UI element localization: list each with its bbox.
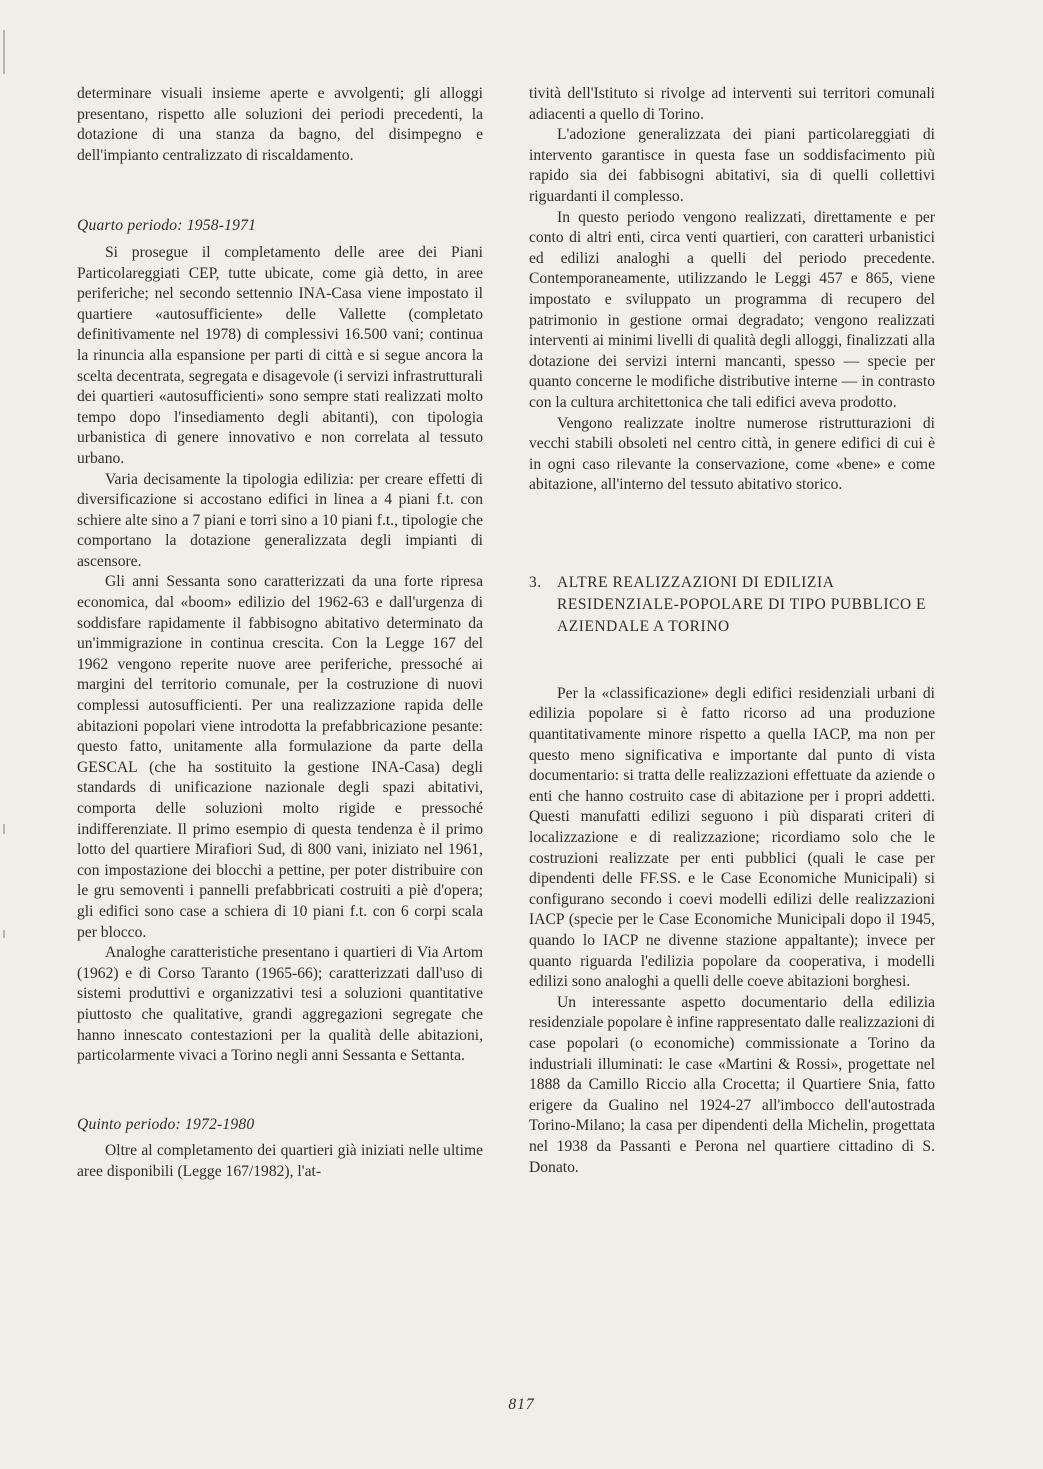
paragraph: Analoghe caratteristiche presentano i quartieri di Via Artom (1962) e di Corso Taranto (1965-66); caratterizzati dall'uso di sistemi produttivi e organizzativi tesi a soluzioni quantitative piuttosto che qualitative, grandi aggregazioni segregate che hanno innescato contestazioni per la qualità delle abitazioni, particolarmente vivaci a Torino negli anni Sessanta e Settanta. [77,944,483,1065]
paragraph: Si prosegue il completamento delle aree dei Piani Particolareggiati CEP, tutte ubicate, come già detto, in aree periferiche; nel secondo settennio INA-Casa viene impostato il quartiere «autosufficiente» delle Vallette (completato definitivamente nel 1978) di complessivi 16.500 vani; continua la rinuncia alla espansione per parti di città e si segue ancora la scelta decentrata, segregata e disagevole (i servizi infrastrutturali dei quartieri «autosufficienti» sono sempre stati realizzati molto tempo dopo l'insediamento degli abitanti), con tipologia urbanistica di genere innovativo e non correlata al tessuto urbano. [77,243,483,467]
paragraph: Varia decisamente la tipologia edilizia: per creare effetti di diversificazione si accostano edifici in linea a 4 piani f.t. con schiere alte sino a 7 piani e torri sino a 10 piani f.t., tipologie che comportano la dotazione generalizzata degli impianti di ascensore. [77,470,483,570]
right-column [529,84,935,1178]
paragraph: Un interessante aspetto documentario della edilizia residenziale popolare è infine rappresentato dalle realizzazioni di case popolari (o economiche) commissionate a Torino da industriali illuminati: le case «Martini & Rossi», progettate nel 1888 da Camillo Riccio alla Crocetta; il Quartiere Snia, fatto erigere da Gualino nel 1924-27 all'imbocco dell'autostrada Torino-Milano; la casa per dipendenti della Michelin, progettata nel 1938 da Passanti e Perona nel quartiere cittadino di S. Donato. [529,993,935,1176]
scan-edge-mark [3,30,5,74]
paragraph: Oltre al completamento dei quartieri già iniziati nelle ultime aree disponibili (Legge 167/1982), l'at- [77,1142,483,1180]
period-heading: Quinto periodo: 1972-1980 [77,1115,255,1133]
paragraph: Vengono realizzate inoltre numerose ristrutturazioni di vecchi stabili obsoleti nel centro città, in genere edifici di cui è in ogni caso rilevante la conservazione, come «bene» e come abitazione, all'interno del tessuto abitativo storico. [529,414,935,494]
section-heading [529,572,935,638]
paragraph: determinare visuali insieme aperte e avvolgenti; gli alloggi presentano, rispetto alle soluzioni dei periodi precedenti, la dotazione di una stanza da bagno, del disimpegno e dell'impianto centralizzato di riscaldamento. [77,85,483,164]
scan-edge-mark [3,930,5,938]
paragraph: Gli anni Sessanta sono caratterizzati da una forte ripresa economica, dal «boom» edilizio del 1962-63 e dall'urgenza di soddisfare rapidamente il fabbisogno abitativo determinato da un'immigrazione in continua crescita. Con la Legge 167 del 1962 vengono reperite nuove aree periferiche, pressoché ai margini del territorio comunale, per la costruzione di nuovi complessi autosufficienti. Per una realizzazione rapida delle abitazioni popolari viene introdotta la prefabbricazione pesante: questo fatto, unitamente alla formulazione da parte della GESCAL (che ha sostituito la gestione INA-Casa) degli standards di unificazione nazionale degli spazi abitativi, comporta delle soluzioni molto rigide e pressoché indifferenziate. Il primo esempio di questa tendenza è il primo lotto del quartiere Mirafiori Sud, di 800 vani, iniziato nel 1961, con impostazione dei blocchi a pettine, per poter distribuire con le gru semoventi i pannelli prefabbricati costruiti a piè d'opera; gli edifici sono case a schiera di 10 piani f.t. con 6 corpi scala per blocco. [77,573,483,941]
paragraph: Per la «classificazione» degli edifici residenziali urbani di edilizia popolare si è fatto ricorso ad una produzione quantitativamente minore rispetto a quella IACP, ma non per questo meno significativa e importante dal punto di vista documentario: si tratta delle realizzazioni effettuate da aziende o enti che hanno costruito case di abitazione per i propri addetti. Questi manufatti edilizi seguono i più disparati criteri di localizzazione e di realizzazione; ricordiamo solo che le costruzioni realizzate per enti pubblici (quali le case per dipendenti delle FF.SS. e le Case Economiche Municipali) si configurano secondo i coevi modelli edilizi delle realizzazioni IACP (specie per le Case Economiche Municipali dopo il 1945, quando lo IACP ne divenne stazione appaltante); invece per quanto riguarda l'edilizia popolare da cooperativa, i modelli edilizi sono analoghi a quelli delle coeve abitazioni borghesi. [529,684,935,991]
section-number: 3. [529,573,542,591]
left-column [77,84,483,1183]
scan-edge-mark [3,824,5,834]
period-heading: Quarto periodo: 1958-1971 [77,217,257,235]
section-title: ALTRE REALIZZAZIONI DI EDILIZIA RESIDENZIALE-POPOLARE DI TIPO PUBBLICO E AZIENDALE A TORINO [557,573,927,635]
paragraph: tività dell'Istituto si rivolge ad interventi sui territori comunali adiacenti a quello di Torino. [529,85,935,123]
paragraph: L'adozione generalizzata dei piani particolareggiati di intervento garantisce in questa fase un soddisfacimento più rapido sia dei fabbisogni abitativi, sia di quelli collettivi riguardanti il complesso. [529,126,935,205]
page-number: 817 [508,1396,535,1413]
paragraph: In questo periodo vengono realizzati, direttamente e per conto di altri enti, circa venti quartieri, con caratteri urbanistici ed edilizi analoghi a quelli del periodo precedente. Contemporaneamente, utilizzando le Leggi 457 e 865, viene impostato e sviluppato un programma di recupero del patrimonio in gestione ormai degradato; vengono realizzati interventi ai minimi livelli di qualità degli alloggi, finalizzati alla dotazione dei servizi interni mancanti, spesso — specie per quanto concerne le modifiche distributive interne — in contrasto con la cultura architettonica che tali edifici aveva prodotto. [529,208,935,411]
